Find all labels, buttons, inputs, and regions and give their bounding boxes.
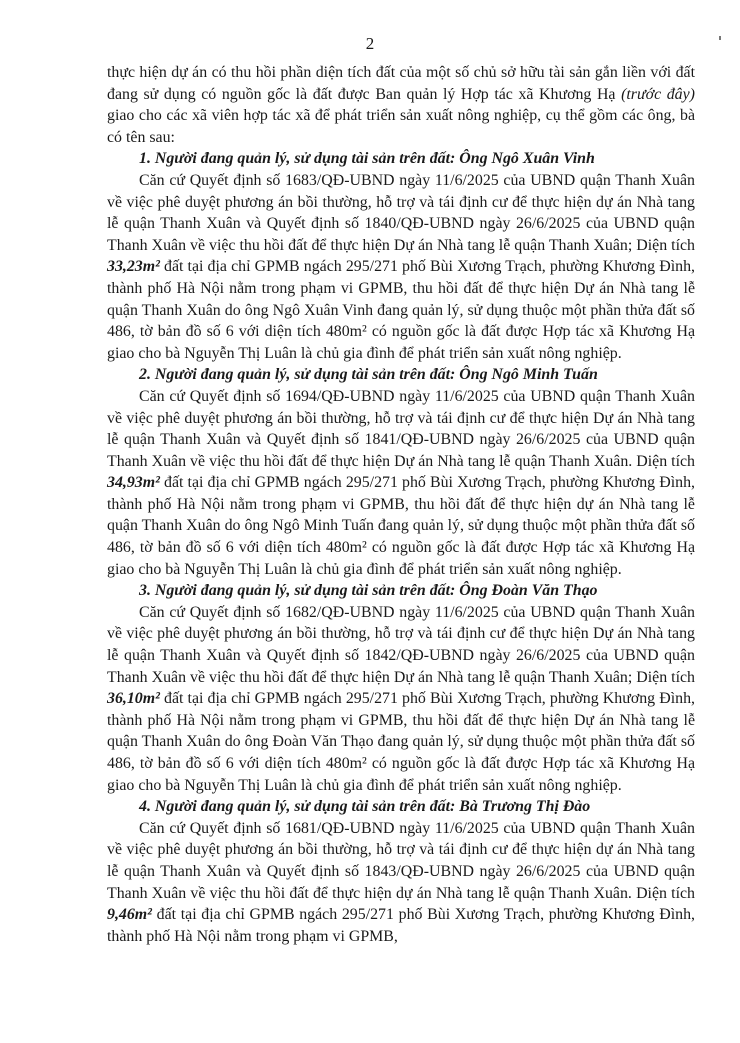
section-3-text-before: Căn cứ Quyết định số 1682/QĐ-UBND ngày 11/6/2025 của UBND quận Thanh Xuân về việc phê duyệt phương án bồi thường, hỗ trợ và tái định cư để thực hiện Dự án Nhà tang lễ quận Thanh Xuân và Quyết định số 1842/QĐ-UBND ngày 26/6/2025 của UBND quận Thanh Xuân về việc thu hồi đất để thực hiện Dự án Nhà tang lễ quận Thanh Xuân; Diện tích [107, 603, 695, 686]
section-1-area: 33,23m² [107, 258, 160, 276]
section-3-area: 36,10m² [107, 690, 160, 708]
section-2-heading: 2. Người đang quản lý, sử dụng tài sản trên đất: Ông Ngô Minh Tuấn [139, 366, 598, 384]
section-1-text-before: Căn cứ Quyết định số 1683/QĐ-UBND ngày 11/6/2025 của UBND quận Thanh Xuân về việc phê duyệt phương án bồi thường, hỗ trợ và tái định cư để thực hiện dự án Nhà tang lễ quận Thanh Xuân và Quyết định số 1840/QĐ-UBND ngày 26/6/2025 của UBND quận Thanh Xuân về việc thu hồi đất để thực hiện Dự án Nhà tang lễ quận Thanh Xuân; Diện tích [107, 171, 695, 254]
section-4-text-after: đất tại địa chỉ GPMB ngách 295/271 phố Bùi Xương Trạch, phường Khương Đình, thành phố Hà Nội nằm trong phạm vi GPMB, [107, 906, 695, 945]
section-4-area: 9,46m² [107, 906, 152, 924]
section-3-paragraph [107, 602, 695, 796]
section-2-paragraph [107, 386, 695, 580]
section-1-text-after: đất tại địa chỉ GPMB ngách 295/271 phố Bùi Xương Trạch, phường Khương Đình, thành phố Hà Nội nằm trong phạm vi GPMB, thu hồi đất để thực hiện Dự án Nhà tang lễ quận Thanh Xuân do ông Ngô Xuân Vinh đang quản lý, sử dụng thuộc một phần thửa đất số 486, tờ bản đồ số 6 với diện tích 480m² có nguồn gốc là đất được Hợp tác xã Khương Hạ giao cho bà Nguyễn Thị Luân là chủ gia đình để phát triển sản xuất nông nghiệp. [107, 258, 695, 362]
section-2-text-before: Căn cứ Quyết định số 1694/QĐ-UBND ngày 11/6/2025 của UBND quận Thanh Xuân về việc phê duyệt phương án bồi thường, hỗ trợ và tái định cư để thực hiện Dự án Nhà tang lễ quận Thanh Xuân và Quyết định số 1841/QĐ-UBND ngày 26/6/2025 của UBND quận Thanh Xuân về việc thu hồi đất để thực hiện Dự án Nhà tang lễ quận Thanh Xuân. Diện tích [107, 387, 695, 470]
section-1-paragraph [107, 170, 695, 364]
section-4-heading: 4. Người đang quản lý, sử dụng tài sản trên đất: Bà Trương Thị Đào [139, 798, 591, 816]
section-3-text-after: đất tại địa chỉ GPMB ngách 295/271 phố Bùi Xương Trạch, phường Khương Đình, thành phố Hà Nội nằm trong phạm vi GPMB, thu hồi đất để thực hiện Dự án Nhà tang lễ quận Thanh Xuân do ông Đoàn Văn Thạo đang quản lý, sử dụng thuộc một phần thửa đất số 486, tờ bản đồ số 6 với diện tích 480m² có nguồn gốc là đất được Hợp tác xã Khương Hạ giao cho bà Nguyễn Thị Luân là chủ gia đình để phát triển sản xuất nông nghiệp. [107, 690, 695, 794]
page-number: 2 [365, 34, 375, 53]
section-4-text-before: Căn cứ Quyết định số 1681/QĐ-UBND ngày 11/6/2025 của UBND quận Thanh Xuân về việc phê duyệt phương án bồi thường, hỗ trợ và tái định cư để thực hiện dự án Nhà tang lễ quận Thanh Xuân và Quyết định số 1843/QĐ-UBND ngày 26/6/2025 của UBND quận Thanh Xuân về việc thu hồi đất để thực hiện dự án Nhà tang lễ quận Thanh Xuân. Diện tích [107, 819, 695, 902]
section-3-heading: 3. Người đang quản lý, sử dụng tài sản trên đất: Ông Đoàn Văn Thạo [139, 582, 598, 600]
section-4-paragraph [107, 818, 695, 948]
intro-text-2: giao cho các xã viên hợp tác xã để phát triển sản xuất nông nghiệp, cụ thể gồm các ông, bà có tên sau: [107, 107, 695, 146]
section-2-area: 34,93m² [107, 474, 160, 492]
document-body [107, 62, 695, 947]
section-2-text-after: đất tại địa chỉ GPMB ngách 295/271 phố Bùi Xương Trạch, phường Khương Đình, thành phố Hà Nội nằm trong phạm vi GPMB, thu hồi đất để thực hiện dự án Nhà tang lễ quận Thanh Xuân do ông Ngô Minh Tuấn đang quản lý, sử dụng thuộc một phần thửa đất số 486, tờ bản đồ số 6 với diện tích 480m² có nguồn gốc là đất được Hợp tác xã Khương Hạ giao cho bà Nguyễn Thị Luân là chủ gia đình để phát triển sản xuất nông nghiệp. [107, 474, 695, 578]
intro-paragraph [107, 62, 695, 148]
intro-italic: (trước đây) [621, 85, 695, 103]
section-1-heading: 1. Người đang quản lý, sử dụng tài sản trên đất: Ông Ngô Xuân Vinh [139, 150, 595, 168]
intro-text-1: thực hiện dự án có thu hồi phần diện tích đất của một số chủ sở hữu tài sản gắn liền với đất đang sử dụng có nguồn gốc là đất được Ban quản lý Hợp tác xã Khương Hạ [107, 64, 695, 103]
